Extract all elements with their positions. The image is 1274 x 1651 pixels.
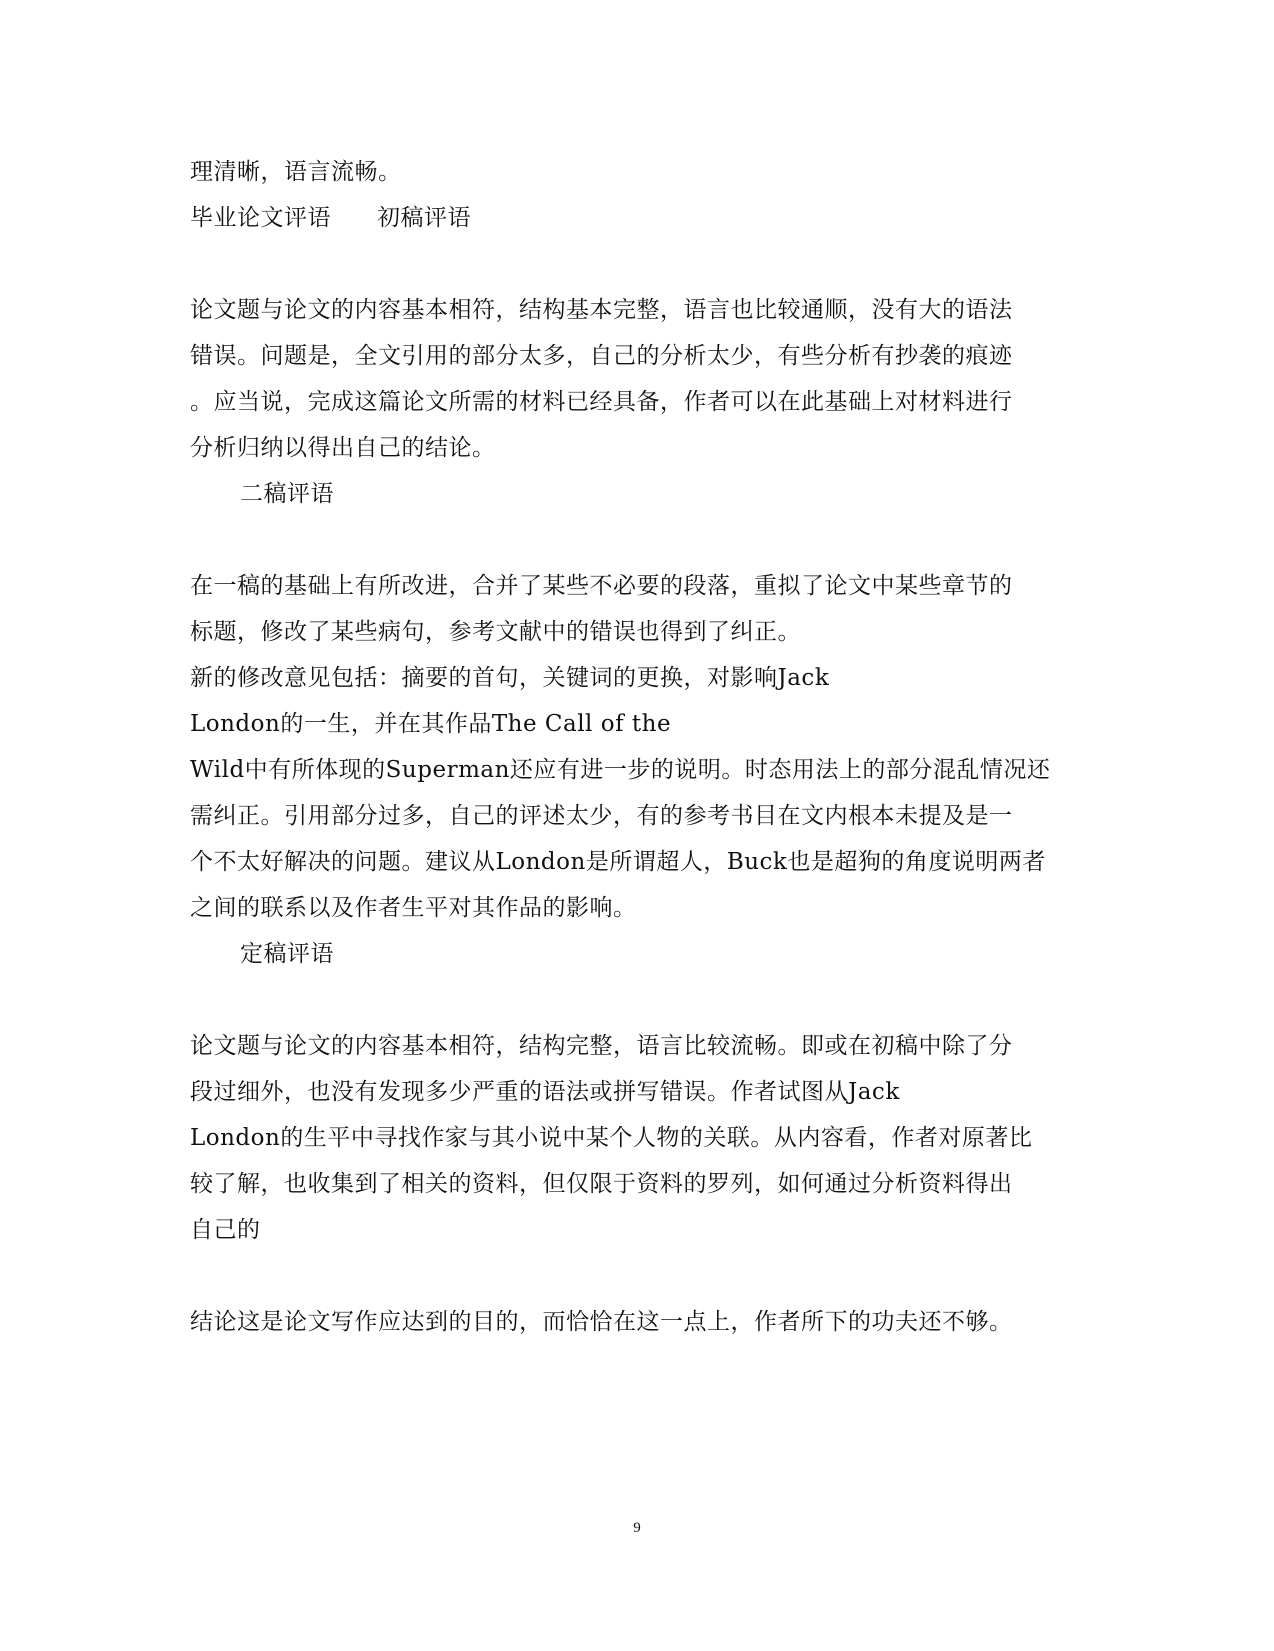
text-line: London的一生，并在其作品The Call of the — [190, 711, 672, 737]
text-line: Wild中有所体现的Superman还应有进一步的说明。时态用法上的部分混乱情况还 — [190, 757, 1051, 783]
page-number: 9 — [633, 1520, 641, 1536]
text-line: 自己的 — [190, 1217, 261, 1243]
text-line: 错误。问题是，全文引用的部分太多，自己的分析太少，有些分析有抄袭的痕迹 — [190, 343, 1013, 369]
text-line: 之间的联系以及作者生平对其作品的影响。 — [190, 895, 637, 921]
text-line: 结论这是论文写作应达到的目的，而恰恰在这一点上，作者所下的功夫还不够。 — [190, 1309, 1013, 1335]
text-line: 在一稿的基础上有所改进，合并了某些不必要的段落，重拟了论文中某些章节的 — [190, 573, 1013, 599]
text-line: 新的修改意见包括：摘要的首句，关键词的更换，对影响Jack — [190, 665, 830, 691]
text-line: London的生平中寻找作家与其小说中某个人物的关联。从内容看，作者对原著比 — [190, 1125, 1033, 1151]
text-line: 个不太好解决的问题。建议从London是所谓超人，Buck也是超狗的角度说明两者 — [190, 849, 1046, 875]
section-heading-first-draft: 初稿评语 — [377, 205, 471, 231]
text-line — [190, 203, 471, 233]
text-line: 需纠正。引用部分过多，自己的评述太少，有的参考书目在文内根本未提及是一 — [190, 803, 1013, 829]
text-line: 段过细外，也没有发现多少严重的语法或拼写错误。作者试图从Jack — [190, 1079, 900, 1105]
text-line: 标题，修改了某些病句，参考文献中的错误也得到了纠正。 — [190, 619, 801, 645]
text-line: 分析归纳以得出自己的结论。 — [190, 435, 496, 461]
text-line: 论文题与论文的内容基本相符，结构完整，语言比较流畅。即或在初稿中除了分 — [190, 1033, 1013, 1059]
text-line: 较了解，也收集到了相关的资料，但仅限于资料的罗列，如何通过分析资料得出 — [190, 1171, 1013, 1197]
section-title: 毕业论文评语 — [190, 205, 331, 231]
text-line: 理清晰，语言流畅。 — [190, 159, 402, 185]
section-heading-final-draft: 定稿评语 — [240, 941, 334, 967]
text-line: 。应当说，完成这篇论文所需的材料已经具备，作者可以在此基础上对材料进行 — [190, 389, 1013, 415]
section-heading-second-draft: 二稿评语 — [240, 481, 334, 507]
text-line: 论文题与论文的内容基本相符，结构基本完整，语言也比较通顺，没有大的语法 — [190, 297, 1013, 323]
